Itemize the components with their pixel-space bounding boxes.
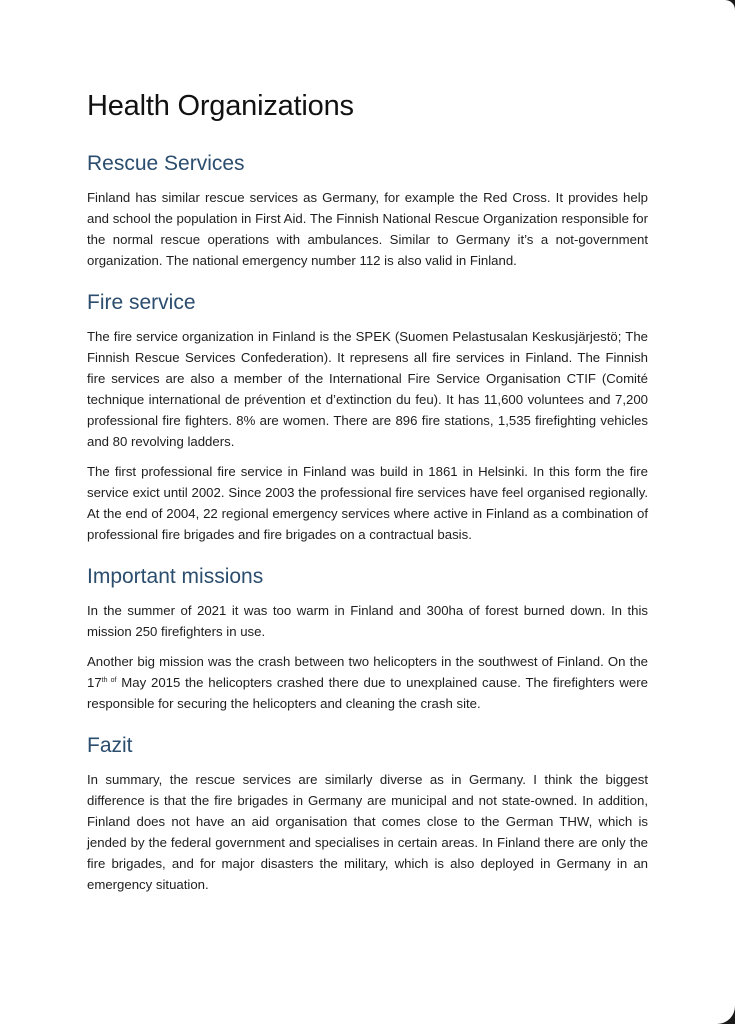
page-title: Health Organizations	[87, 90, 354, 122]
section-fire-service	[87, 289, 648, 545]
paragraph: The first professional fire service in Finland was build in 1861 in Helsinki. In this form the fire service exict until 2002. Since 2003 the professional fire services have feel organised regionally. At the end of 2004, 22 regional emergency services where active in Finland as a combination of professional fire brigades and fire brigades on a contractual basis.	[87, 464, 648, 542]
document-content	[87, 86, 648, 895]
superscript: th of	[101, 677, 117, 684]
section-heading: Fazit	[87, 734, 133, 757]
paragraph-helicopter-mission	[87, 651, 648, 714]
paragraph: Finland has similar rescue services as Germany, for example the Red Cross. It provides help and school the population in First Aid. The Finnish National Rescue Organization responsible for the normal rescue operations with ambulances. Similar to Germany it’s a not-government organization. The national emergency number 112 is also valid in Finland.	[87, 190, 648, 268]
section-heading: Fire service	[87, 291, 196, 314]
paragraph: In the summer of 2021 it was too warm in Finland and 300ha of forest burned down. In this mission 250 firefighters in use.	[87, 603, 648, 639]
section-important-missions	[87, 563, 648, 714]
section-fazit	[87, 732, 648, 895]
paragraph: In summary, the rescue services are similarly diverse as in Germany. I think the biggest difference is that the fire brigades in Germany are municipal and not state-owned. In addition, Finland does not have an aid organisation that comes close to the German THW, which is jended by the federal government and specialises in certain areas. In Finland there are only the fire brigades, and for major disasters the military, which is also deployed in Germany in an emergency situation.	[87, 772, 648, 892]
paragraph: The fire service organization in Finland is the SPEK (Suomen Pelastusalan Keskusjärjestö; The Finnish Rescue Services Confederation). It represens all fire services in Finland. The Finnish fire services are also a member of the International Fire Service Organisation CTIF (Comité technique international de prévention et d’extinction du feu). It has 11,600 voluntees and 7,200 professional fire fighters. 8% are women. There are 896 fire stations, 1,535 firefighting vehicles and 80 revolving ladders.	[87, 329, 648, 449]
section-heading: Rescue Services	[87, 152, 245, 175]
paragraph-text: Another big mission was the crash between two helicopters in the southwest of Finland. On the 17	[87, 654, 648, 690]
section-heading: Important missions	[87, 565, 264, 588]
paragraph-text: May 2015 the helicopters crashed there due to unexplained cause. The firefighters were responsible for securing the helicopters and cleaning the crash site.	[87, 675, 648, 711]
section-rescue-services	[87, 150, 648, 271]
